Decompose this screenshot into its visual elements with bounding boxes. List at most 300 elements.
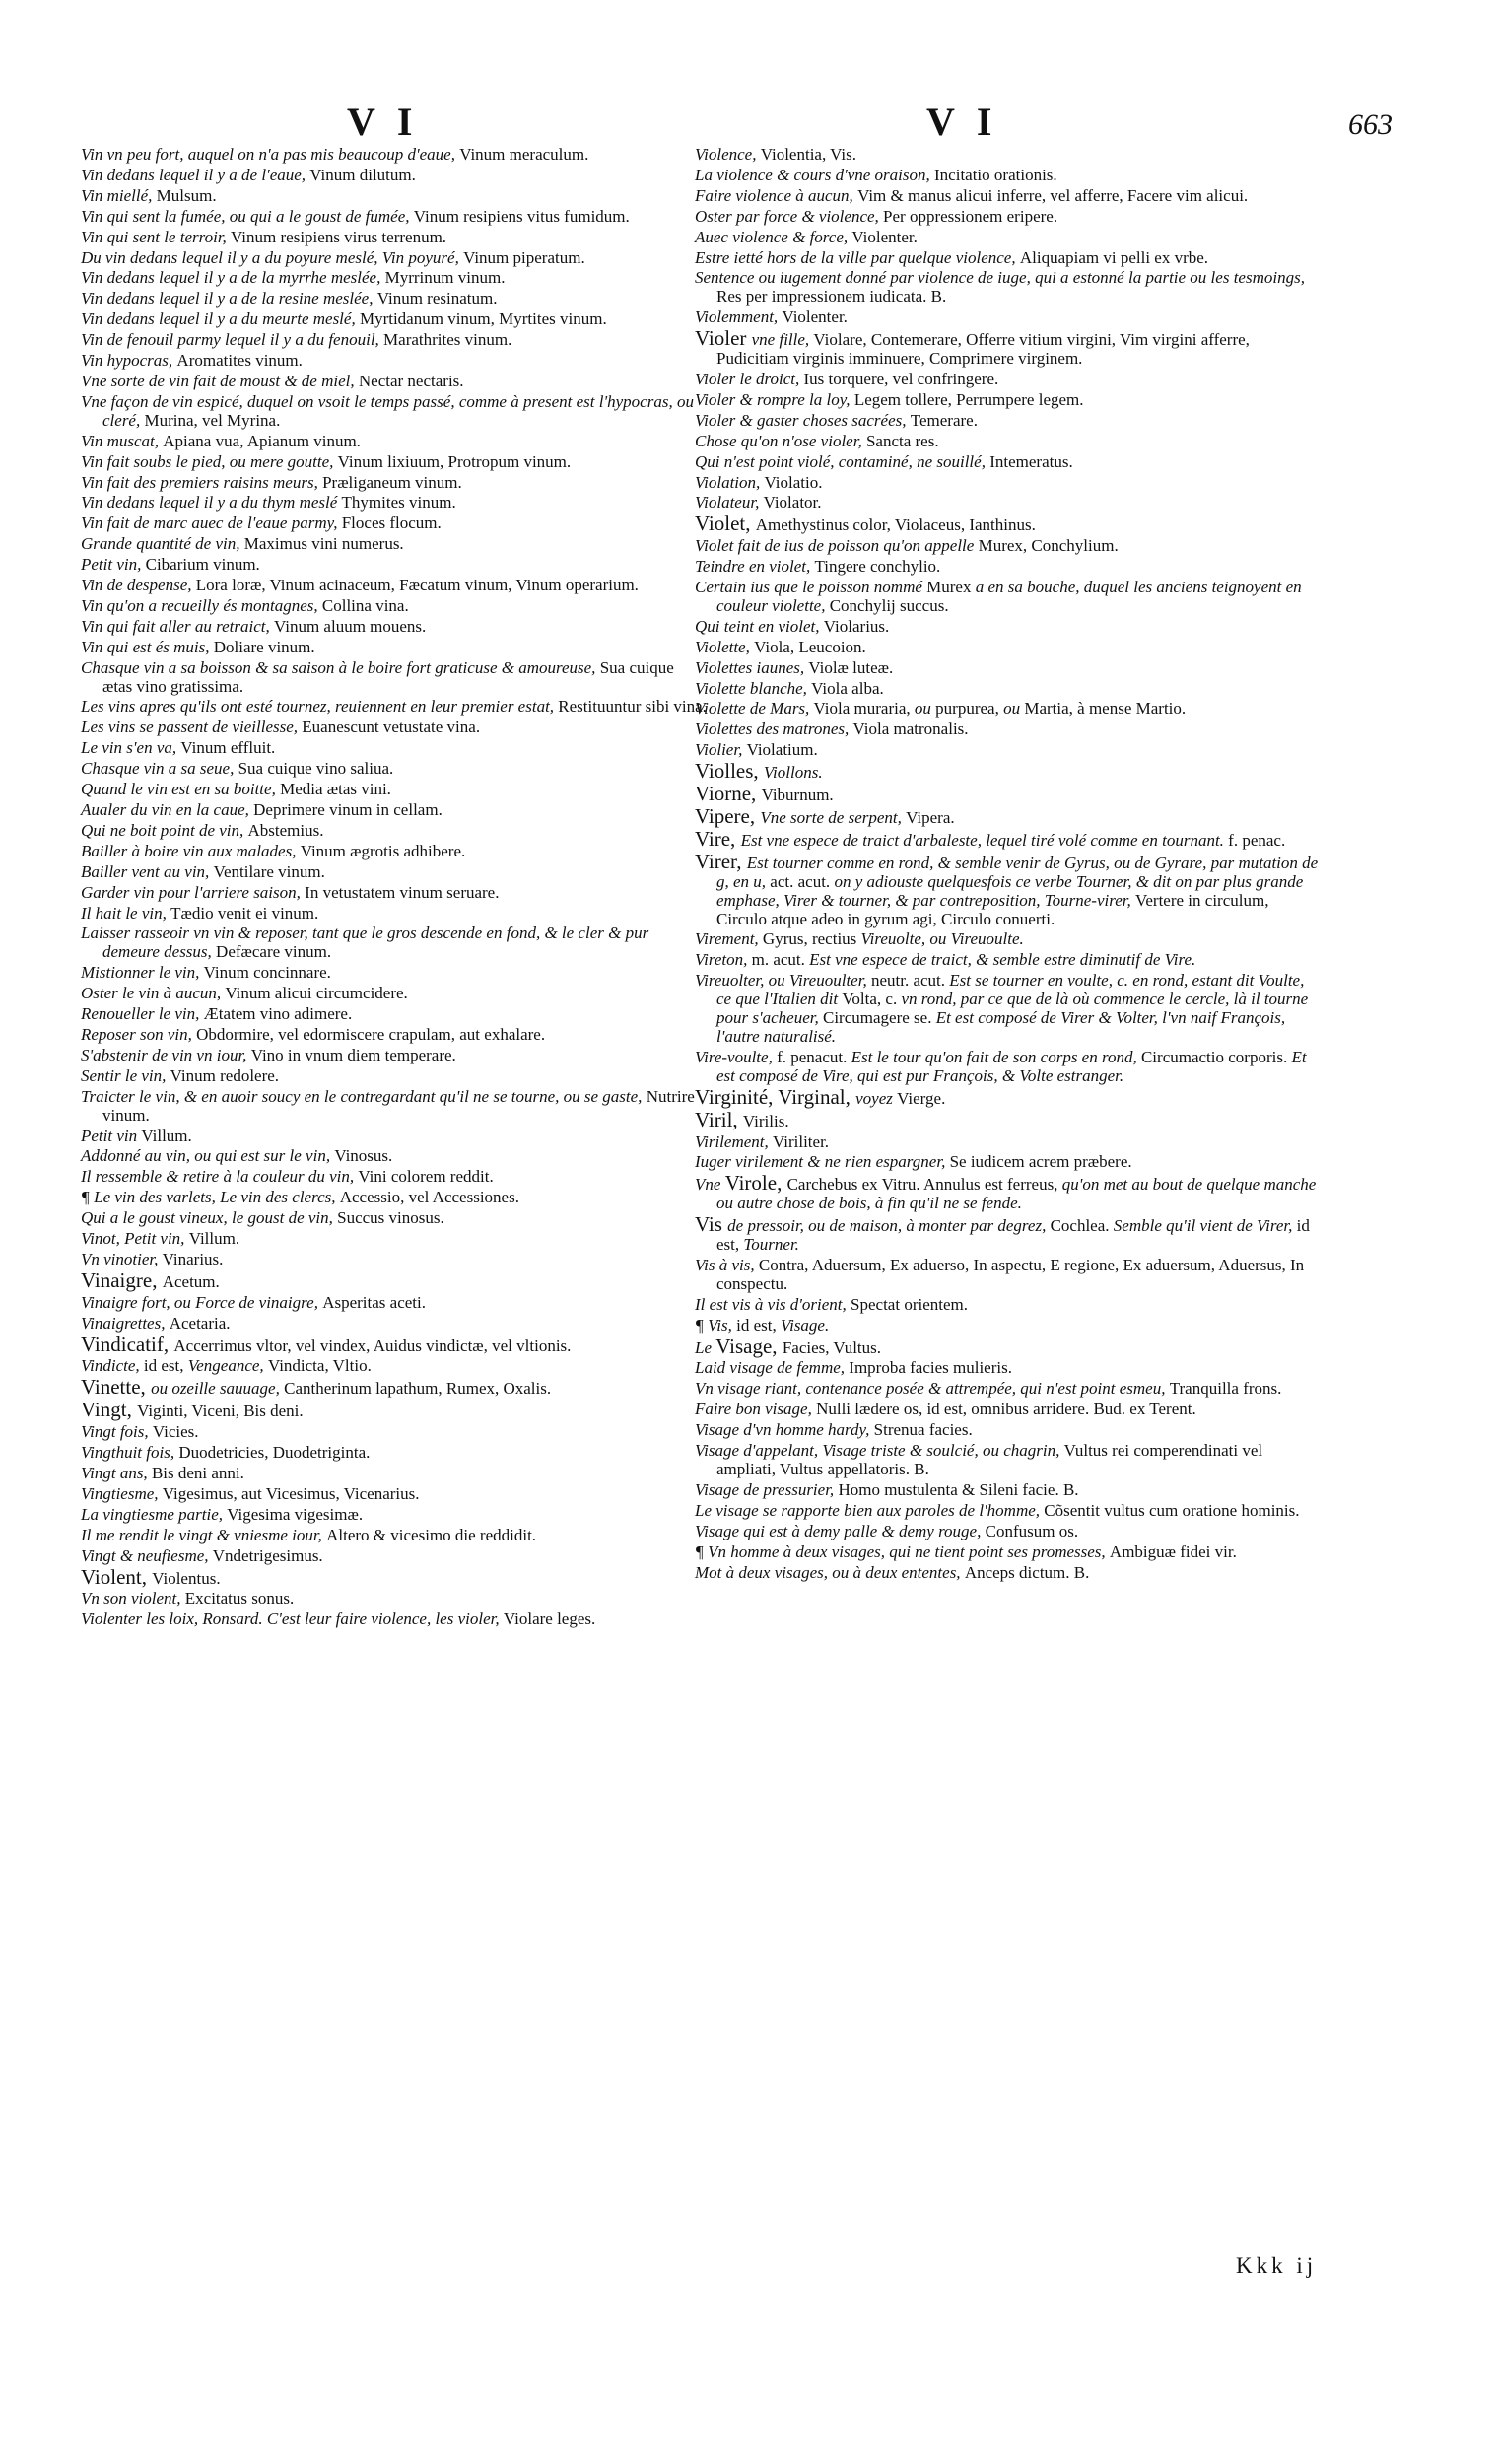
dictionary-entry: [81, 393, 707, 431]
french-text: Visage d'vn homme hardy,: [695, 1420, 874, 1440]
french-text: Vin de despense,: [81, 576, 196, 595]
french-text: a en sa bouche, duquel les anciens teignoyent en couleur violette,: [716, 578, 1302, 615]
latin-text: id est,: [736, 1315, 781, 1335]
dictionary-entry: [81, 801, 707, 820]
latin-text: Collina vina.: [321, 595, 409, 615]
latin-text: Viola muraria,: [813, 699, 915, 719]
dictionary-entry: [695, 391, 1321, 410]
french-text: Violette,: [695, 637, 755, 656]
french-text: Vn vinotier,: [81, 1249, 163, 1268]
french-text: Vin qui est és muis,: [81, 637, 214, 656]
latin-text: Violarius.: [823, 616, 890, 636]
running-head-right: VI: [926, 100, 1014, 144]
latin-text: Duodetricies, Duodetriginta.: [178, 1443, 371, 1463]
dictionary-entry: [695, 700, 1321, 719]
latin-text: Ventilare vinum.: [213, 861, 325, 881]
dictionary-entry: [81, 884, 707, 903]
dictionary-entry: [695, 453, 1321, 472]
latin-text: Amethystinus color, Violaceus, Ianthinus.: [755, 515, 1036, 535]
dictionary-entry: [81, 1267, 707, 1292]
french-text: Est le tour qu'on fait de son corps en rond,: [851, 1047, 1141, 1066]
french-text: ¶ Vn homme à deux visages, qui ne tient point ses promesses,: [695, 1541, 1110, 1561]
dictionary-entry: [81, 1590, 707, 1608]
french-text: Vin miellé,: [81, 185, 157, 205]
latin-text: Vertere in circulum,: [1134, 890, 1269, 910]
latin-text: Temerare.: [910, 410, 978, 430]
french-text: Vire-voulte,: [695, 1047, 778, 1066]
latin-text: Strenua facies.: [873, 1420, 973, 1440]
french-text: Addonné au vin, ou qui est sur le vin,: [81, 1146, 335, 1166]
french-text: Les vins apres qu'ils ont esté tournez, reuiennent en leur premier estat,: [81, 697, 559, 717]
latin-text: Vinum lixiuum, Protropum vinum.: [337, 451, 572, 471]
latin-text: Obdormire, vel edormiscere crapulam, aut exhalare.: [196, 1024, 546, 1044]
dictionary-entry: [695, 1502, 1321, 1521]
dictionary-entry: [695, 972, 1321, 1047]
dictionary-entry: [81, 269, 707, 288]
dictionary-entry: [81, 146, 707, 165]
french-text: Le: [695, 1337, 716, 1357]
headword: Virer,: [695, 849, 747, 873]
latin-text: Bis deni anni.: [151, 1464, 244, 1482]
dictionary-entry: [81, 1423, 707, 1442]
french-text: Vin hypocras,: [81, 351, 177, 371]
french-text: Estre ietté hors de la ville par quelque violence,: [695, 247, 1020, 267]
latin-text: Deprimere vinum in cellam.: [253, 800, 443, 819]
latin-text: Violatium.: [746, 740, 818, 760]
french-text: Est tourner comme en rond, & semble venir de Gyrus, ou de Gyrare, par mutation de g, en u,: [716, 853, 1319, 891]
french-text: Qui teint en violet,: [695, 616, 824, 636]
french-text: Garder vin pour l'arriere saison,: [81, 882, 306, 902]
latin-text: Vinum aluum mouens.: [273, 616, 427, 636]
french-text: Petit vin: [81, 1126, 142, 1145]
latin-text: Asperitas aceti.: [322, 1292, 426, 1312]
latin-text: Villum.: [141, 1126, 192, 1145]
latin-text: Vndetrigesimus.: [212, 1545, 323, 1565]
french-text: Oster le vin à aucun,: [81, 984, 226, 1003]
headword: Viorne,: [695, 782, 762, 806]
dictionary-entry: [695, 1296, 1321, 1315]
headword: Visage,: [715, 1334, 783, 1358]
french-text: Vingtiesme,: [81, 1483, 163, 1503]
latin-text: Viola alba.: [811, 678, 884, 698]
headword: Violent,: [81, 1564, 153, 1589]
dictionary-entry: [695, 187, 1321, 206]
latin-text: Tingere conchylio.: [814, 557, 941, 577]
latin-text: Per oppressionem eripere.: [883, 206, 1058, 226]
french-text: Vengeance,: [187, 1356, 268, 1376]
latin-text: Lora loræ, Vinum acinaceum, Fæcatum vinum, Vinum operarium.: [195, 576, 639, 595]
french-text: Violier,: [695, 740, 747, 760]
headword: Vingt,: [81, 1398, 138, 1422]
headword: Vinette,: [81, 1375, 152, 1400]
latin-text: Incitatio orationis.: [934, 165, 1057, 184]
dictionary-entry: [695, 659, 1321, 678]
dictionary-entry: [81, 1189, 707, 1207]
french-text: Il hait le vin,: [81, 903, 171, 923]
latin-text: Nutrire vinum.: [102, 1086, 695, 1125]
dictionary-entry: [81, 187, 707, 206]
latin-text: Murina, vel Myrina.: [144, 410, 281, 430]
latin-text: Myrtidanum vinum, Myrtites vinum.: [359, 309, 607, 329]
latin-text: Legem tollere, Perrumpere legem.: [853, 389, 1084, 409]
dictionary-entry: [695, 1133, 1321, 1152]
latin-text: Aromatites vinum.: [176, 351, 303, 371]
dictionary-entry: [695, 229, 1321, 247]
french-text: Oster par force & violence,: [695, 206, 884, 226]
headword: Virole,: [724, 1171, 787, 1196]
french-text: Visage qui est à demy palle & demy rouge,: [695, 1521, 986, 1540]
dictionary-entry: [695, 639, 1321, 657]
french-text: Petit vin,: [81, 555, 146, 575]
dictionary-entry: [695, 759, 1321, 784]
latin-text: Vino in vnum diem temperare.: [250, 1045, 456, 1064]
french-text: on y adiouste quelquesfois ce verbe Tourner, & dit on par plus grande emphase, Virer & tourner, & par contreposition, Tourne-virer,: [716, 871, 1304, 910]
french-text: La violence & cours d'vne oraison,: [695, 165, 935, 184]
dictionary-entry: [81, 1527, 707, 1545]
french-text: Faire bon visage,: [695, 1400, 817, 1419]
latin-text: Violatio.: [764, 472, 823, 492]
latin-text: Vipera.: [906, 808, 955, 827]
french-text: Est vne espece de traict, & semble estre diminutif de Vire.: [809, 950, 1196, 970]
latin-text: Ius torquere, vel confringere.: [803, 369, 999, 388]
french-text: Violemment,: [695, 308, 783, 327]
dictionary-entry: [695, 951, 1321, 970]
french-text: Vin dedans lequel il y a du meurte meslé,: [81, 309, 360, 329]
latin-text: Vini colorem reddit.: [358, 1167, 494, 1187]
dictionary-entry: [81, 556, 707, 575]
french-text: Violet fait de ius de poisson qu'on appelle: [695, 536, 979, 556]
latin-text: Homo mustulenta & Sileni facie. B.: [838, 1479, 1079, 1499]
french-text: Vireuolte, ou Vireuoulte.: [860, 929, 1024, 949]
dictionary-entry: [695, 1401, 1321, 1419]
latin-text: In vetustatem vinum seruare.: [305, 882, 500, 902]
dictionary-entry: [81, 1315, 707, 1334]
french-text: qu'on met au bout de quelque manche ou autre chose de bois, à fin qu'il ne se fende.: [716, 1175, 1317, 1213]
latin-text: act. acut.: [770, 871, 835, 891]
latin-text: Acetaria.: [169, 1313, 231, 1333]
latin-text: Excitatus sonus.: [184, 1589, 295, 1608]
french-text: Vin qui sent la fumée, ou qui a le goust de fumée,: [81, 206, 414, 226]
latin-text: Doliare vinum.: [213, 637, 315, 656]
dictionary-entry: [695, 308, 1321, 327]
french-text: Bailler vent au vin,: [81, 861, 214, 881]
french-text: ¶ Le vin des varlets, Le vin des clercs,: [81, 1188, 340, 1207]
headword: Violles,: [695, 759, 764, 784]
headword: Vis: [695, 1212, 728, 1237]
latin-text: Volta, c.: [842, 990, 902, 1009]
latin-text: Vinosus.: [334, 1146, 393, 1166]
dictionary-entry: [695, 1421, 1321, 1440]
latin-text: Cõsentit vultus cum oratione hominis.: [1044, 1500, 1300, 1520]
dictionary-entry: [695, 146, 1321, 165]
latin-text: Virilis.: [742, 1111, 789, 1130]
latin-text: Nulli lædere os, id est, omnibus arridere. Bud. ex Terent.: [816, 1400, 1196, 1419]
latin-text: Ætatem vino adimere.: [203, 1004, 353, 1024]
french-text: Violer & gaster choses sacrées,: [695, 410, 911, 430]
french-text: Laid visage de femme,: [695, 1358, 850, 1378]
latin-text: Sua cuique vino saliua.: [238, 759, 394, 779]
french-text: Violettes des matrones,: [695, 719, 853, 739]
latin-text: Viginti, Viceni, Bis deni.: [137, 1402, 304, 1421]
latin-text: Vinum ægrotis adhibere.: [300, 841, 466, 860]
dictionary-entry: [81, 964, 707, 983]
french-text: Faire violence à aucun,: [695, 185, 858, 205]
dictionary-entry: [81, 1506, 707, 1525]
latin-text: Violare, Contemerare, Offerre vitium virgini, Vim virgini afferre, Pudicitiam virginis imminuere, Comprimere virginem.: [716, 330, 1250, 369]
french-text: Vingthuit fois,: [81, 1443, 179, 1463]
latin-text: Vultus rei comperendinati vel ampliati, Vultus appellatoris. B.: [716, 1441, 1263, 1478]
dictionary-entry: [81, 352, 707, 371]
french-text: Vireuolter, ou Vireuoulter,: [695, 971, 871, 991]
dictionary-entry: [81, 1026, 707, 1045]
dictionary-entry: [81, 167, 707, 185]
french-text: Vin de fenouil parmy lequel il y a du fenouil,: [81, 330, 384, 350]
latin-text: Tranquilla frons.: [1169, 1379, 1282, 1399]
dictionary-entry: [695, 558, 1321, 577]
latin-text: Nectar nectaris.: [358, 371, 464, 390]
latin-text: Cantherinum lapathum, Rumex, Oxalis.: [284, 1379, 552, 1399]
latin-text: Sua cuique ætas vino gratissima.: [102, 657, 674, 696]
latin-text: Circumagere se.: [823, 1008, 936, 1028]
headword: Vindicatif,: [81, 1332, 174, 1356]
french-text: Certain ius que le poisson nommé: [695, 578, 927, 597]
latin-text: Violenter.: [851, 227, 918, 246]
latin-text: Aliquapiam vi pelli ex vrbe.: [1019, 247, 1209, 267]
latin-text: Marathrites vinum.: [383, 330, 512, 350]
french-text: Est se tourner en voulte, c. en rond, estant dit Voulte, ce que l'Italien dit: [716, 971, 1305, 1009]
latin-text: Media ætas vini.: [280, 780, 391, 799]
headword: Vipere,: [695, 804, 761, 828]
right-column: [695, 146, 1321, 1584]
latin-text: Murex, Conchylium.: [978, 536, 1119, 556]
latin-text: Vinum redolere.: [170, 1065, 280, 1085]
latin-text: id est,: [716, 1216, 1310, 1255]
dictionary-entry: [695, 167, 1321, 185]
french-text: Vin qui fait aller au retraict,: [81, 616, 274, 636]
dictionary-entry: [695, 741, 1321, 760]
dictionary-entry: [695, 1380, 1321, 1399]
french-text: Violence,: [695, 145, 761, 164]
latin-text: Defæcare vinum.: [216, 942, 332, 962]
dictionary-entry: [81, 535, 707, 554]
french-text: Iuger virilement & ne rien espargner,: [695, 1152, 950, 1172]
dictionary-entry: [695, 1317, 1321, 1335]
dictionary-entry: [81, 1047, 707, 1065]
dictionary-entry: [81, 331, 707, 350]
dictionary-entry: [81, 249, 707, 268]
latin-text: Spectat orientem.: [851, 1294, 968, 1314]
french-text: Vin qu'on a recueilly és montagnes,: [81, 595, 322, 615]
dictionary-entry: [695, 1084, 1321, 1109]
french-text: Le visage se rapporte bien aux paroles de l'homme,: [695, 1500, 1045, 1520]
latin-text: Circulo atque adeo in gyrum agi, Circulo conuerti.: [716, 909, 1055, 928]
french-text: Virilement,: [695, 1131, 773, 1151]
french-text: Vin muscat,: [81, 431, 164, 450]
latin-text: Vinum effluit.: [180, 738, 276, 758]
dictionary-entry: [81, 863, 707, 882]
dictionary-entry: [81, 433, 707, 451]
french-text: Vne sorte de vin fait de moust & de miel,: [81, 371, 359, 390]
dictionary-entry: [81, 1375, 707, 1400]
dictionary-entry: [695, 782, 1321, 806]
french-text: Vireton,: [695, 950, 752, 970]
dictionary-entry: [81, 924, 707, 962]
latin-text: Vierge.: [897, 1088, 946, 1108]
dictionary-entry: [81, 639, 707, 657]
french-text: Aualer du vin en la caue,: [81, 800, 254, 819]
headword: Vire,: [695, 826, 741, 851]
french-text: Vingt & neufiesme,: [81, 1545, 213, 1565]
french-text: Bailler à boire vin aux malades,: [81, 841, 301, 860]
french-text: Vin dedans lequel il y a de l'eaue,: [81, 165, 310, 184]
french-text: Mistionner le vin,: [81, 963, 204, 983]
dictionary-entry: [695, 1153, 1321, 1172]
french-text: Traicter le vin, & en auoir soucy en le contregardant qu'il ne se tourne, ou se gaste,: [81, 1086, 647, 1106]
latin-text: Vigesima vigesimæ.: [227, 1504, 364, 1524]
dictionary-entry: [695, 720, 1321, 739]
french-text: Vin dedans lequel il y a du thym meslé: [81, 493, 342, 513]
french-text: Visage.: [780, 1315, 830, 1335]
dictionary-entry: [695, 474, 1321, 493]
french-text: La vingtiesme partie,: [81, 1504, 228, 1524]
french-text: Qui ne boit point de vin,: [81, 820, 248, 840]
french-text: vn rond, par ce que de là où commence le cercle, là il tourne pour s'acheuer,: [716, 990, 1309, 1028]
dictionary-entry: [81, 1444, 707, 1463]
dictionary-entry: [695, 804, 1321, 828]
latin-text: Gyrus, rectius: [762, 929, 861, 949]
dictionary-entry: [695, 494, 1321, 513]
latin-text: Res per impressionem iudicata. B.: [716, 287, 947, 307]
latin-text: Anceps dictum. B.: [964, 1562, 1090, 1582]
dictionary-entry: [81, 577, 707, 595]
latin-text: Improba facies mulieris.: [849, 1358, 1012, 1378]
latin-text: f. penac.: [1228, 830, 1286, 850]
dictionary-entry: [81, 1610, 707, 1629]
dictionary-entry: [695, 249, 1321, 268]
french-text: ou: [1003, 699, 1025, 719]
latin-text: Vim & manus alicui inferre, vel afferre, Facere vim alicui.: [857, 185, 1249, 205]
french-text: Semble qu'il vient de Virer,: [1113, 1216, 1297, 1236]
french-text: Sentence ou iugement donné par violence de iuge, qui a estonné la partie ou les tesmoings,: [695, 268, 1305, 288]
latin-text: Altero & vicesimo die reddidit.: [326, 1525, 537, 1544]
latin-text: Facies, Vultus.: [782, 1337, 882, 1357]
dictionary-entry: [81, 514, 707, 533]
dictionary-entry: [695, 1334, 1321, 1358]
french-text: Visage d'appelant, Visage triste & soulcié, ou chagrin,: [695, 1441, 1064, 1461]
french-text: Vis à vis,: [695, 1255, 759, 1274]
latin-text: neutr. acut.: [870, 971, 950, 991]
dictionary-entry: [81, 1485, 707, 1504]
french-text: vne fille,: [751, 330, 814, 350]
french-text: Sentir le vin,: [81, 1065, 170, 1085]
dictionary-entry: [81, 618, 707, 637]
french-text: Violer & rompre la loy,: [695, 389, 854, 409]
latin-text: Violæ luteæ.: [808, 657, 894, 677]
french-text: Chose qu'on n'ose violer,: [695, 431, 866, 450]
french-text: Violer le droict,: [695, 369, 804, 388]
french-text: Chasque vin a sa boisson & sa saison à le boire fort graticuse & amoureuse,: [81, 657, 600, 677]
latin-text: Mulsum.: [156, 185, 217, 205]
french-text: Vinot, Petit vin,: [81, 1229, 189, 1249]
latin-text: Vinum resinatum.: [376, 289, 498, 308]
french-text: Vne: [695, 1175, 725, 1195]
dictionary-entry: [695, 514, 1321, 535]
latin-text: Violator.: [763, 493, 822, 513]
french-text: Qui a le goust vineux, le goust de vin,: [81, 1208, 338, 1228]
page-number: 663: [1348, 108, 1393, 141]
dictionary-entry: [695, 1564, 1321, 1583]
dictionary-entry: [81, 719, 707, 737]
latin-text: purpurea,: [935, 699, 1004, 719]
french-text: Violette blanche,: [695, 678, 812, 698]
dictionary-entry: [695, 1543, 1321, 1562]
french-text: Violation,: [695, 472, 765, 492]
french-text: Vin qui sent le terroir,: [81, 227, 232, 246]
dictionary-entry: [81, 1564, 707, 1589]
dictionary-entry: [81, 1294, 707, 1313]
dictionary-entry: [81, 1067, 707, 1086]
latin-text: Myrrinum vinum.: [384, 268, 506, 288]
dictionary-entry: [81, 822, 707, 841]
dictionary-entry: [695, 1523, 1321, 1541]
dictionary-entry: [695, 1212, 1321, 1255]
dictionary-entry: [81, 453, 707, 472]
french-text: ¶ Vis,: [695, 1315, 737, 1335]
french-text: Vinaigre fort, ou Force de vinaigre,: [81, 1292, 323, 1312]
dictionary-entry: [81, 1168, 707, 1187]
latin-text: Viburnum.: [761, 786, 834, 805]
latin-text: Euanescunt vetustate vina.: [302, 718, 481, 737]
french-text: Vingt ans,: [81, 1464, 152, 1482]
dictionary-entry: [695, 680, 1321, 699]
dictionary-entry: [81, 760, 707, 779]
latin-text: Viola matronalis.: [852, 719, 969, 739]
dictionary-entry: [81, 1088, 707, 1126]
dictionary-entry: [695, 1171, 1321, 1213]
latin-text: Violentus.: [152, 1568, 221, 1588]
french-text: de pressoir, ou de maison, à monter par degrez,: [727, 1216, 1051, 1236]
french-text: Visage de pressurier,: [695, 1479, 839, 1499]
latin-text: Thymites vinum.: [341, 493, 456, 513]
dictionary-entry: [81, 1005, 707, 1024]
latin-text: Accessio, vel Accessiones.: [339, 1188, 519, 1207]
latin-text: Apiana vua, Apianum vinum.: [163, 431, 361, 450]
french-text: Chasque vin a sa seue,: [81, 759, 238, 779]
latin-text: Accerrimus vltor, vel vindex, Auidus vindictæ, vel vltionis.: [173, 1335, 572, 1355]
running-head-left: VI: [347, 100, 435, 144]
dictionary-entry: [81, 843, 707, 861]
latin-text: Vinum piperatum.: [463, 247, 585, 267]
dictionary-entry: [695, 1257, 1321, 1294]
dictionary-entry: [81, 698, 707, 717]
french-text: voyez: [855, 1088, 898, 1108]
dictionary-entry: [695, 537, 1321, 556]
latin-text: Villum.: [188, 1229, 240, 1249]
latin-text: id est,: [143, 1356, 188, 1376]
french-text: Est vne espece de traict d'arbaleste, lequel tiré volé comme en tournant.: [740, 830, 1229, 850]
signature-mark: Kkk ij: [1236, 2253, 1318, 2278]
latin-text: Vinum concinnare.: [203, 963, 331, 983]
french-text: Violettes iaunes,: [695, 657, 809, 677]
latin-text: Viola, Leucoion.: [754, 637, 866, 656]
latin-text: Vinum alicui circumcidere.: [225, 984, 408, 1003]
french-text: Vin fait de marc auec de l'eaue parmy,: [81, 513, 342, 533]
french-text: Il ressemble & retire à la couleur du vin,: [81, 1167, 359, 1187]
dictionary-entry: [81, 290, 707, 308]
dictionary-entry: [695, 1049, 1321, 1086]
dictionary-entry: [81, 985, 707, 1003]
latin-text: Viriliter.: [773, 1131, 830, 1151]
